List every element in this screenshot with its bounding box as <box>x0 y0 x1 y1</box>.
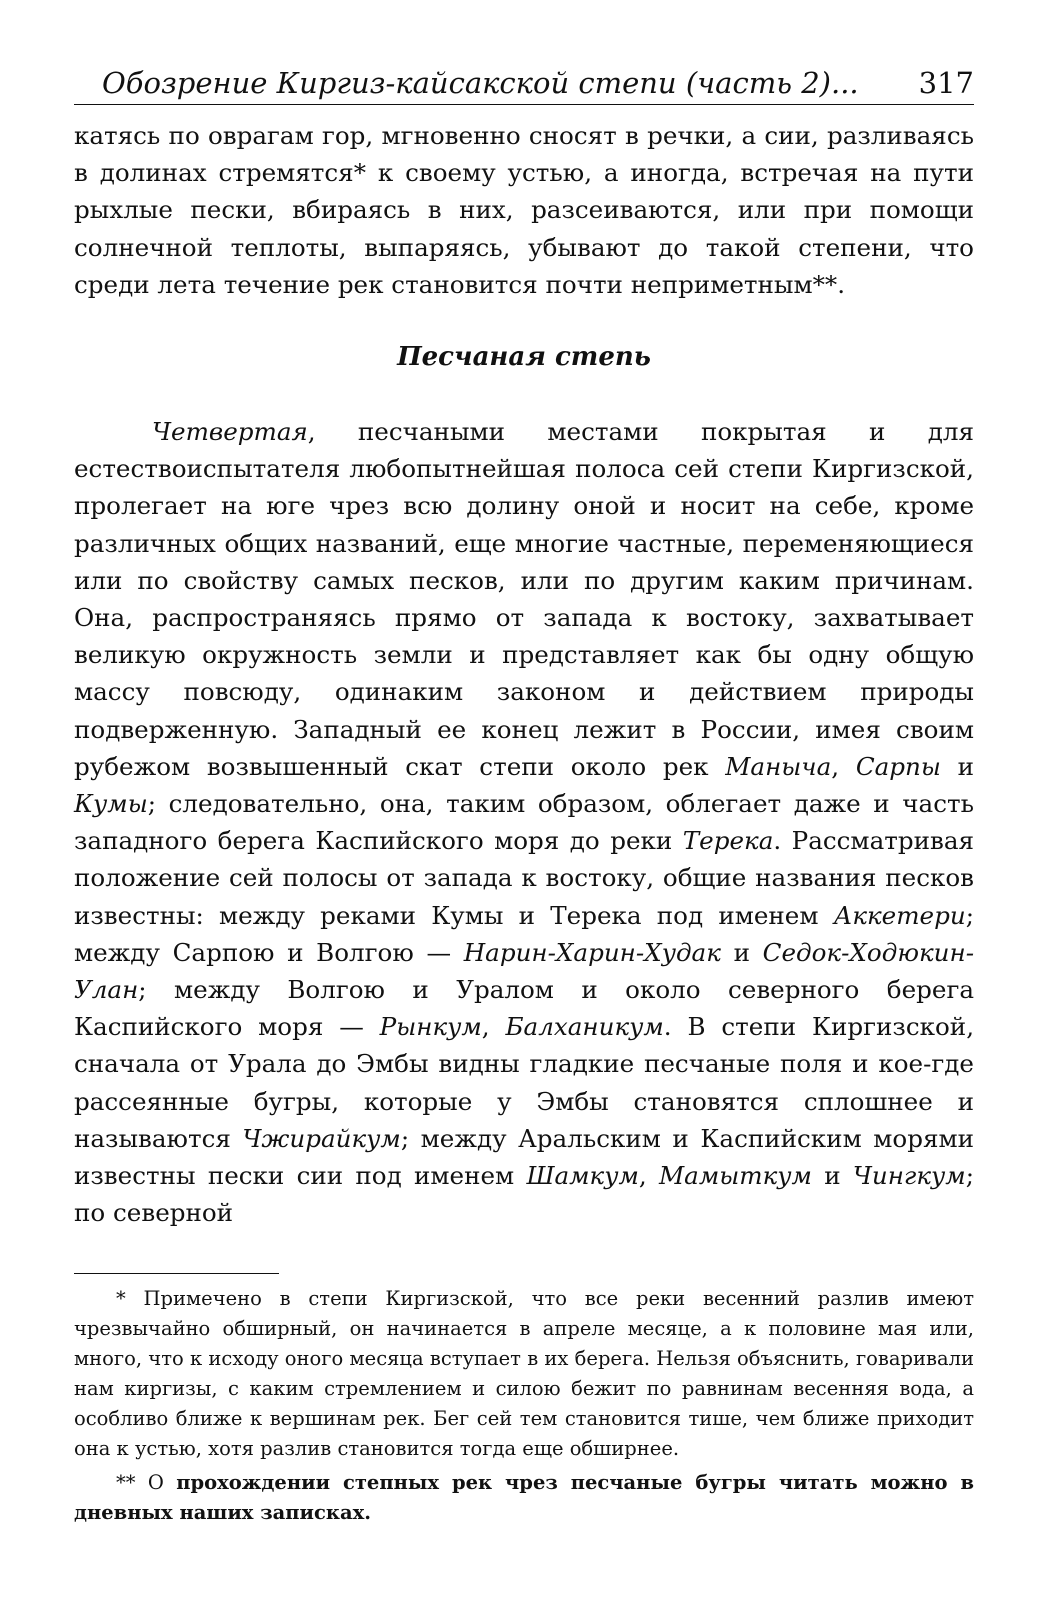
footnote-2-text: прохождении степных рек чрез песчаные бугры читать можно в дневных наших записках. <box>74 1471 975 1525</box>
footnote-divider <box>74 1273 279 1274</box>
sand-name: Нарин-Харин-Худак <box>463 937 721 967</box>
sand-name: Аккетери <box>833 900 966 930</box>
sand-name: Седок-Ходюкин-Улан <box>74 937 975 1005</box>
text-run: и <box>940 751 975 781</box>
paragraph-sandy-steppe <box>74 413 974 1231</box>
sand-name: Чингкум <box>852 1161 966 1191</box>
sand-name: Рынкум <box>379 1012 482 1042</box>
sand-name: Чжирайкум <box>242 1123 401 1153</box>
text-run: ; следовательно, она, таким образом, облегает даже и часть западного берега Каспийского моря до реки <box>74 789 974 856</box>
river-name: Сарпы <box>855 751 941 781</box>
paragraph-continued: катясь по оврагам гор, мгновенно сносят в речки, а сии, разливаясь в долинах стремятся* к своему устью, а иногда, встречая на пути рыхлые пески, вбираясь в них, разсеиваются, или при помощи солнечной теплоты, выпаряясь, убывают до такой степени, что среди лета течение рек становится почти неприметным**. <box>74 121 974 299</box>
page-number: 317 <box>918 66 974 100</box>
running-title: Обозрение Киргиз-кайсакской степи (часть 2)... <box>102 66 859 100</box>
text-run: ; между Волгою и Уралом и около северного берега Каспийского моря — <box>74 975 974 1042</box>
book-page <box>74 58 974 1528</box>
text-run: и <box>720 937 763 967</box>
text-run: , песчаными местами покрытая и для естествоиспытателя любопытнейшая полоса сей степи Киргизской, пролегает на юге чрез всю долину оной и носит на себе, кроме различных общих названий, еще многие частные, переменяющиеся или по свойству самых песков, или по другим каким причинам. Она, распространяясь прямо от запада к востоку, захватывает великую окружность земли и представляет как бы одну общую массу повсюду, одинаким законом и действием природы подверженную. Западный ее конец лежит в России, имея своим рубежом возвышенный скат степи около рек <box>74 417 974 781</box>
text-run: , <box>638 1161 659 1191</box>
footnote-1: * Примечено в степи Киргизской, что все реки весенний разлив имеют чрезвычайно обширный, он начинается в апреле месяце, а к половине мая или, много, что к исходу оного месяца вступает в их берега. Нельзя объяснить, говаривали нам киргизы, с каким стремлением и силою бежит по равнинам весенняя вода, а особливо ближе к вершинам рек. Бег сей тем становится тише, чем ближе приходит она к устью, хотя разлив становится тогда еще обширнее. <box>74 1287 974 1461</box>
sand-name: Мамыткум <box>659 1161 812 1191</box>
text-italic: Четвертая <box>152 417 308 447</box>
river-name: Маныча <box>725 751 832 781</box>
sand-name: Балханикум <box>505 1012 664 1042</box>
text-run: , <box>481 1012 506 1042</box>
running-header <box>74 58 974 105</box>
text-run: ; между Сарпою и Волгою — <box>74 900 974 967</box>
footnote-2 <box>74 1468 974 1528</box>
footnote-2-mark: ** О <box>116 1471 177 1495</box>
river-name: Терека <box>682 826 774 856</box>
text-run: ; по северной <box>74 1161 974 1228</box>
text-run: . В степи Киргизской, сначала от Урала до Эмбы видны гладкие песчаные поля и кое-где рассеянные бугры, которые у Эмбы становятся сплошнее и называются <box>74 1012 975 1153</box>
sand-name: Шамкум <box>526 1161 639 1191</box>
river-name: Кумы <box>74 789 148 819</box>
text-run: ; между Аральским и Каспийским морями известны пески сии под именем <box>74 1123 974 1191</box>
text-run: и <box>811 1161 853 1191</box>
section-heading: Песчаная степь <box>397 342 651 373</box>
text-run: , <box>831 751 856 781</box>
text-run: . Рассматривая положение сей полосы от запада к востоку, общие названия песков известны: между реками Кумы и Терека под именем <box>74 826 974 930</box>
